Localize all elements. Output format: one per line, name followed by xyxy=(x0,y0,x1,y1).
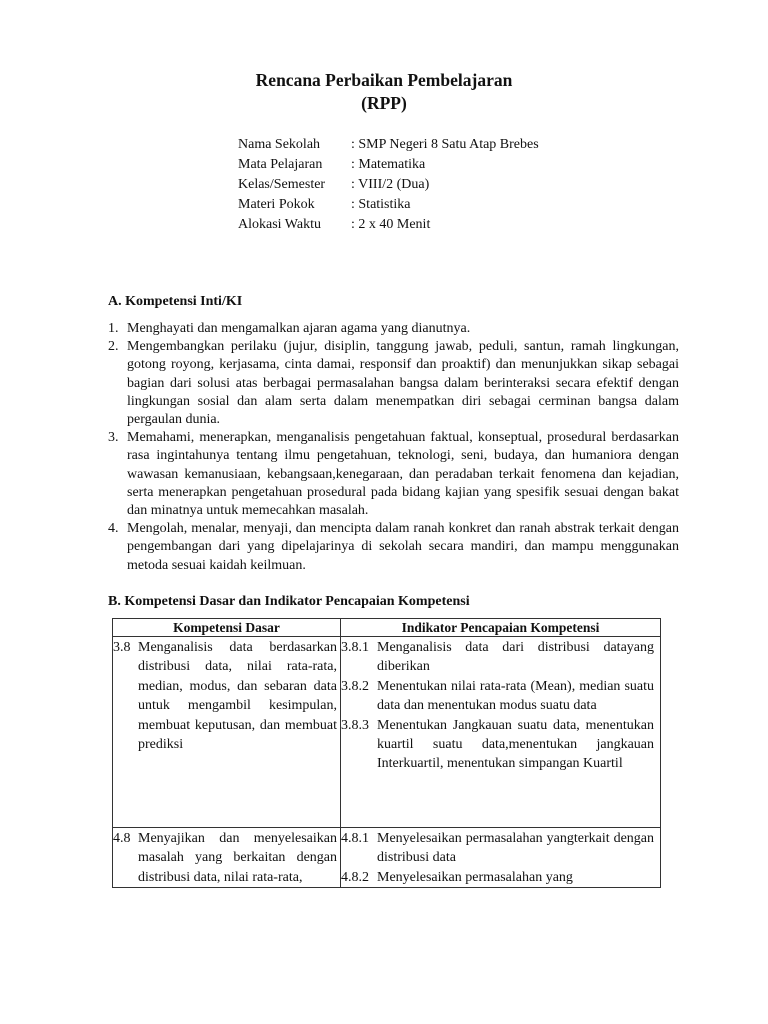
identity-row-class xyxy=(238,175,539,195)
kd-cell xyxy=(113,828,341,888)
indicator-item xyxy=(341,677,660,716)
identity-row-topic xyxy=(238,195,539,215)
list-item-text: Menghayati dan mengamalkan ajaran agama yang dianutnya. xyxy=(127,321,471,336)
indicator-list xyxy=(341,828,660,887)
indicator-text: Menyelesaikan permasalahan yangterkait dengan distribusi data xyxy=(377,831,654,866)
indicator-text: Menyelesaikan permasalahan yang xyxy=(377,869,573,885)
indicator-number: 3.8.1 xyxy=(341,640,369,655)
document-title xyxy=(0,69,768,115)
list-item-number: 1. xyxy=(108,321,119,336)
indicator-item xyxy=(341,868,660,887)
identity-label: Mata Pelajaran xyxy=(238,157,323,172)
identity-label: Nama Sekolah xyxy=(238,137,321,152)
identity-value: : VIII/2 (Dua) xyxy=(351,177,430,192)
indicator-number: 3.8.2 xyxy=(341,678,369,694)
section-b-heading: B. Kompetensi Dasar dan Indikator Pencapaian Kompetensi xyxy=(108,594,470,609)
identity-value: : Matematika xyxy=(351,157,426,172)
indicator-item xyxy=(341,829,660,868)
indicator-cell xyxy=(341,828,661,888)
competency-text: Menyajikan dan menyelesaikan masalah yang berkaitan dengan distribusi data, nilai rata-rata, xyxy=(138,831,337,885)
section-a-heading: A. Kompetensi Inti/KI xyxy=(108,294,243,309)
table-row xyxy=(113,828,661,888)
indicator-item xyxy=(341,716,660,774)
list-item-text: Mengolah, menalar, menyaji, dan mencipta dalam ranah konkret dan ranah abstrak terkait dengan pengembangan dari yang dipelajarinya di sekolah secara mandiri, dan mampu menggunakan metoda sesuai kaidah keilmuan. xyxy=(127,521,679,573)
kd-cell xyxy=(113,637,341,828)
list-item xyxy=(108,320,679,338)
title-line-2: (RPP) xyxy=(361,93,407,113)
indicator-number: 4.8.1 xyxy=(341,831,369,846)
indicator-number: 3.8.3 xyxy=(341,717,369,733)
identity-row-subject xyxy=(238,155,539,175)
competency-number: 4.8 xyxy=(113,831,131,846)
identity-label: Materi Pokok xyxy=(238,197,315,212)
indicator-item xyxy=(341,638,660,677)
competency-text: Menganalisis data berdasarkan distribusi data, nilai rata-rata, median, modus, dan sebaran data untuk mengambil kesimpulan, membuat keputusan, dan membuat prediksi xyxy=(138,640,337,753)
basic-competency xyxy=(113,828,340,887)
core-competency-list xyxy=(108,320,679,575)
list-item-text: Mengembangkan perilaku (jujur, disiplin, tanggung jawab, peduli, santun, ramah lingkungan, gotong royong, kerjasama, cinta damai, responsif dan proaktif) dan menunjukkan sikap sebagai bagian dari solusi atas berbagai permasalahan bangsa dalam berinteraksi secara efektif dengan lingkungan sosial dan alam serta dalam menempatkan diri sebagai cerminan bangsa dalam pergaulan dunia. xyxy=(127,339,679,428)
identity-label: Alokasi Waktu xyxy=(238,217,321,232)
indicator-number: 4.8.2 xyxy=(341,869,369,885)
indicator-text: Menentukan Jangkauan suatu data, menentukan kuartil suatu data,menentukan jangkauan Interkuartil, menentukan simpangan Kuartil xyxy=(377,717,654,772)
table-header-row xyxy=(113,619,661,637)
list-item-number: 2. xyxy=(108,339,119,355)
column-header-kd: Kompetensi Dasar xyxy=(113,619,341,637)
list-item xyxy=(108,429,679,520)
identity-row-time xyxy=(238,215,539,235)
column-header-indicator: Indikator Pencapaian Kompetensi xyxy=(341,619,661,637)
table-row xyxy=(113,637,661,828)
indicator-list xyxy=(341,637,660,774)
competency-table xyxy=(112,618,661,888)
list-item xyxy=(108,520,679,575)
identity-block xyxy=(238,135,539,235)
indicator-cell xyxy=(341,637,661,828)
indicator-text: Menganalisis data dari distribusi datayang diberikan xyxy=(377,640,654,675)
list-item-number: 4. xyxy=(108,521,119,537)
indicator-text: Menentukan nilai rata-rata (Mean), median suatu data dan menentukan modus suatu data xyxy=(377,678,654,714)
title-line-1: Rencana Perbaikan Pembelajaran xyxy=(255,70,513,90)
identity-value: : Statistika xyxy=(351,197,411,212)
competency-number: 3.8 xyxy=(113,640,131,655)
identity-value: : SMP Negeri 8 Satu Atap Brebes xyxy=(351,137,539,152)
list-item-text: Memahami, menerapkan, menganalisis pengetahuan faktual, konseptual, prosedural berdasarkan rasa ingintahunya tentang ilmu pengetahuan, teknologi, seni, budaya, dan humaniora dengan wawasan kemanusiaan, kebangsaan,kenegaraan, dan peradaban terkait fenomena dan kejadian, serta menerapkan pengetahuan prosedural pada bidang kajian yang spesifik sesuai dengan bakat dan minatnya untuk memecahkan masalah. xyxy=(127,430,679,519)
list-item-number: 3. xyxy=(108,430,119,446)
list-item xyxy=(108,338,679,429)
identity-row-school xyxy=(238,135,539,155)
identity-label: Kelas/Semester xyxy=(238,177,326,192)
basic-competency xyxy=(113,637,340,754)
identity-value: : 2 x 40 Menit xyxy=(351,217,431,232)
